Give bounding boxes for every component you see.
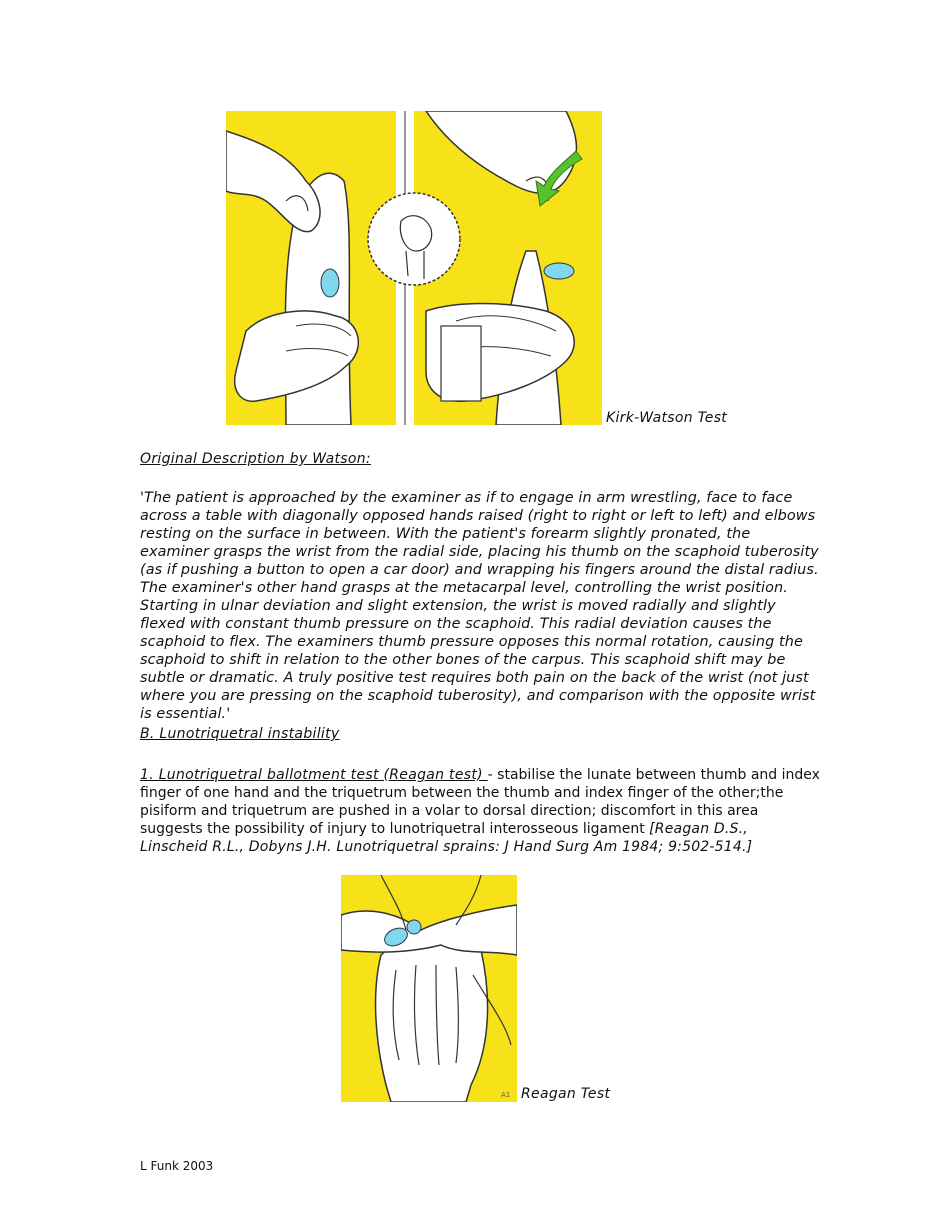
footer-credit: L Funk 2003 — [140, 1159, 214, 1173]
reagan-test-description: - stabilise the lunate between thumb and index finger of one hand and the triquetrum between the thumb and index finger of the other;the pisiform and triquetrum are pushed in a volar to dorsal direction; discomfort in this area suggests the possibility of injury to lunotriquetral interosseous ligament — [140, 767, 820, 837]
reagan-reference: [Reagan D.S., Linscheid R.L., Dobyns J.H. Lunotriquetral sprains: J Hand Surg Am 1984; 9:502-514.] — [140, 821, 753, 855]
lunotriquetral-heading: B. Lunotriquetral instability — [140, 726, 340, 742]
reagan-test-title: 1. Lunotriquetral ballotment test (Reagan test) — [140, 767, 488, 783]
watson-quote: 'The patient is approached by the examiner as if to engage in arm wrestling, face to face across a table with diagonally opposed hands raised (right to right or left to left) and elbows resting on the surface in between. With the patient's forearm slightly pronated, the examiner grasps the wrist from the radial side, placing his thumb on the scaphoid tuberosity (as if pushing a button to open a car door) and wrapping his fingers around the distal radius. The examiner's other hand grasps at the metacarpal level, controlling the wrist position. Starting in ulnar deviation and slight extension, the wrist is moved radially and slightly flexed with constant thumb pressure on the scaphoid. This radial deviation causes the scaphoid to flex. The examiners thumb pressure opposes this normal rotation, causing the scaphoid to shift in relation to the other bones of the carpus. This scaphoid shift may be subtle or dramatic. A truly positive test requires both pain on the back of the wrist (not just where you are pressing on the scaphoid tuberosity), and comparison with the opposite wrist is essential.' — [140, 490, 819, 722]
reagan-test-illustration — [341, 875, 517, 1102]
kirk-watson-caption: Kirk-Watson Test — [606, 410, 728, 426]
svg-text:A1: A1 — [501, 1091, 511, 1099]
reagan-caption: Reagan Test — [521, 1086, 611, 1102]
reagan-test-paragraph — [140, 766, 820, 856]
watson-heading: Original Description by Watson: — [140, 451, 371, 467]
kirk-watson-illustration — [226, 111, 602, 425]
